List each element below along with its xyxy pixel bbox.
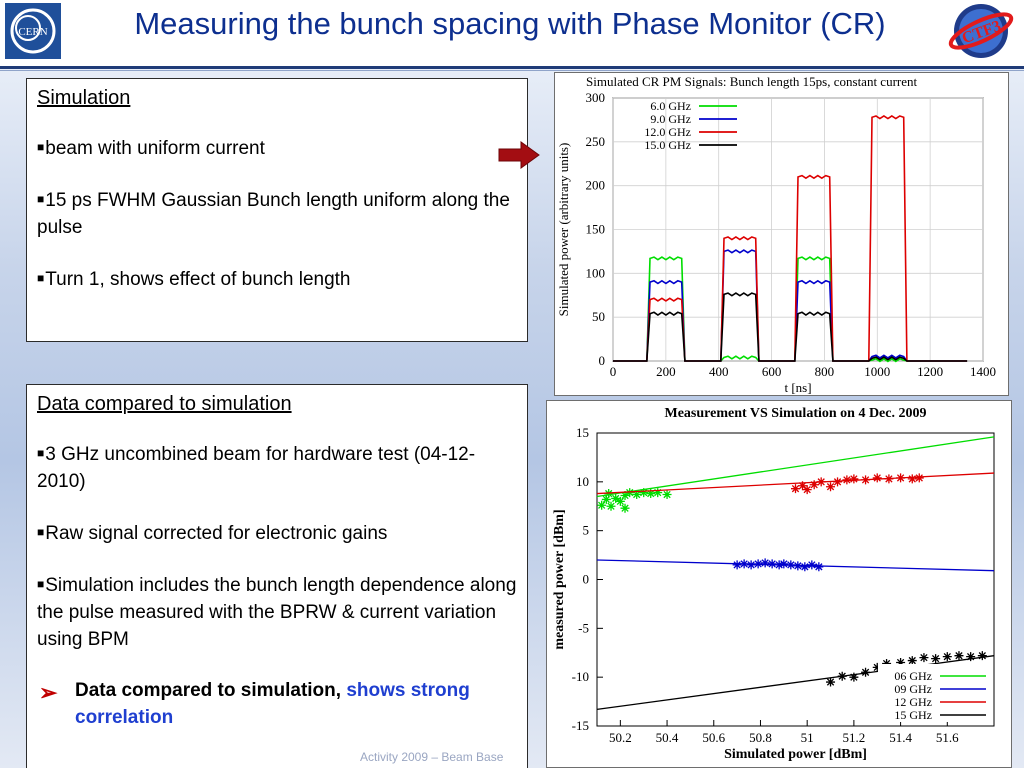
data-point xyxy=(793,561,802,570)
data-point xyxy=(621,504,630,513)
data-point xyxy=(814,562,823,571)
conclusion xyxy=(37,677,517,731)
bullet-square-icon: ■ xyxy=(37,446,45,460)
data-point xyxy=(639,488,648,497)
simulation-bullet xyxy=(37,186,517,241)
y-tick-label: 150 xyxy=(585,221,605,237)
data-point xyxy=(826,482,835,491)
data-point xyxy=(842,475,851,484)
data-comparison-heading: Data compared to simulation xyxy=(37,393,292,415)
conclusion-prefix: Data compared to simulation, xyxy=(75,680,342,701)
legend-label: 9.0 GHz xyxy=(650,112,691,126)
x-tick-label: 50.8 xyxy=(749,730,772,745)
data-point xyxy=(653,488,662,497)
data-point xyxy=(833,477,842,486)
data-point xyxy=(817,477,826,486)
data-point xyxy=(800,562,809,571)
legend-label: 15.0 GHz xyxy=(644,138,691,152)
cern-logo-text: CERN xyxy=(18,26,48,38)
y-tick-label: -15 xyxy=(571,718,589,733)
data-point xyxy=(740,559,749,568)
simulation-bullet xyxy=(37,134,517,162)
legend-label: 12 GHz xyxy=(894,695,932,709)
simulation-bullet xyxy=(37,265,517,293)
legend-label: 09 GHz xyxy=(894,682,932,696)
red-arrow-icon xyxy=(497,140,541,170)
header-divider-thin xyxy=(0,70,1024,71)
data-comparison-box xyxy=(26,384,528,768)
bullet-square-icon: ■ xyxy=(37,577,45,591)
bullet-square-icon: ■ xyxy=(37,271,45,285)
data-point xyxy=(786,560,795,569)
data-point xyxy=(915,473,924,482)
measurement-vs-simulation-plot xyxy=(547,401,1011,767)
data-point xyxy=(807,560,816,569)
bullet-text: Raw signal corrected for electronic gains xyxy=(45,523,388,544)
bullet-text: Turn 1, shows effect of bunch length xyxy=(45,269,351,290)
simulated-signals-chart xyxy=(554,72,1009,396)
x-tick-label: 1000 xyxy=(864,364,891,379)
bullet-text: beam with uniform current xyxy=(45,138,265,159)
legend-label: 6.0 GHz xyxy=(650,99,691,113)
header-divider xyxy=(0,66,1024,69)
x-axis-label: t [ns] xyxy=(784,380,812,395)
y-tick-label: 250 xyxy=(585,133,605,149)
y-tick-label: -5 xyxy=(578,620,589,636)
y-tick-label: 15 xyxy=(576,425,589,440)
data-point xyxy=(616,497,625,506)
conclusion-highlight: shows strong correlation xyxy=(75,680,470,728)
x-tick-label: 400 xyxy=(708,364,729,379)
bullet-square-icon: ■ xyxy=(37,140,45,154)
data-point xyxy=(733,560,742,569)
data-point xyxy=(873,473,882,482)
simulation-heading: Simulation xyxy=(37,87,131,109)
x-tick-label: 800 xyxy=(814,364,835,379)
x-tick-label: 0 xyxy=(609,364,617,379)
legend-label: 06 GHz xyxy=(894,669,932,683)
simulation-box xyxy=(26,78,528,342)
bullet-text: 3 GHz uncombined beam for hardware test (04-12-2010) xyxy=(37,444,476,492)
data-point xyxy=(931,654,940,663)
data-bullet xyxy=(37,440,517,495)
y-tick-label: -10 xyxy=(571,669,589,685)
data-point xyxy=(908,656,917,665)
data-point xyxy=(597,501,606,510)
data-bullet xyxy=(37,571,517,653)
x-axis-label: Simulated power [dBm] xyxy=(724,747,867,762)
data-point xyxy=(849,673,858,682)
y-axis-label: measured power [dBm] xyxy=(552,509,567,650)
x-tick-label: 50.2 xyxy=(608,730,632,745)
y-tick-label: 10 xyxy=(576,473,589,489)
footer-text: Activity 2009 – Beam Base xyxy=(360,750,504,764)
x-tick-label: 50.6 xyxy=(702,730,726,745)
data-point xyxy=(884,474,893,483)
data-point xyxy=(966,652,975,661)
measurement-vs-simulation-chart xyxy=(546,400,1012,768)
data-point xyxy=(943,652,952,661)
slide-title: Measuring the bunch spacing with Phase Monitor (CR) xyxy=(134,6,886,41)
data-point xyxy=(754,559,763,568)
x-tick-label: 200 xyxy=(656,364,676,379)
data-bullet xyxy=(37,519,517,547)
data-point xyxy=(826,678,835,687)
y-tick-label: 200 xyxy=(585,177,605,193)
data-point xyxy=(978,651,987,660)
bullet-text: 15 ps FWHM Gaussian Bunch length uniform along the pulse xyxy=(37,190,510,238)
x-tick-label: 1400 xyxy=(970,364,996,379)
x-tick-label: 51 xyxy=(800,730,814,745)
data-point xyxy=(954,651,963,660)
data-point xyxy=(775,560,784,569)
x-tick-label: 51.4 xyxy=(889,730,912,745)
data-point xyxy=(838,672,847,681)
y-tick-label: 5 xyxy=(582,522,589,538)
y-tick-label: 0 xyxy=(598,353,605,368)
data-point xyxy=(747,560,756,569)
y-tick-label: 100 xyxy=(585,265,605,281)
data-point xyxy=(861,475,870,484)
data-point xyxy=(803,485,812,494)
data-point xyxy=(663,490,672,499)
bullet-square-icon: ■ xyxy=(37,525,45,539)
cern-logo-icon xyxy=(4,2,62,60)
data-point xyxy=(908,474,917,483)
data-point xyxy=(761,558,770,567)
x-tick-label: 50.4 xyxy=(655,730,679,745)
bullet-square-icon: ■ xyxy=(37,192,45,206)
y-tick-label: 50 xyxy=(592,309,605,325)
bullet-text: Simulation includes the bunch length dependence along the pulse measured with the BPRW & current variation using BPM xyxy=(37,575,517,650)
y-axis-label: Simulated power (arbitrary units) xyxy=(556,142,571,317)
ctf3-logo-icon xyxy=(944,0,1018,62)
legend-label: 12.0 GHz xyxy=(644,125,691,139)
chart-title: Simulated CR PM Signals: Bunch length 15ps, constant current xyxy=(586,74,918,89)
data-point xyxy=(861,668,870,677)
simulated-signals-plot xyxy=(555,73,1008,395)
data-point xyxy=(919,653,928,662)
chart-title: Measurement VS Simulation on 4 Dec. 2009 xyxy=(664,406,927,421)
data-point xyxy=(896,473,905,482)
y-tick-label: 0 xyxy=(582,571,589,587)
x-tick-label: 600 xyxy=(761,364,782,379)
data-point xyxy=(607,502,616,511)
ctf3-logo-text: CTF3 xyxy=(959,17,1004,48)
arrow-bullet-icon: ➢ xyxy=(39,680,58,705)
x-tick-label: 1200 xyxy=(917,364,944,379)
legend-label: 15 GHz xyxy=(894,708,932,722)
x-tick-label: 51.6 xyxy=(935,730,959,745)
y-tick-label: 300 xyxy=(585,90,605,105)
data-point xyxy=(768,559,777,568)
x-tick-label: 51.2 xyxy=(842,730,866,745)
data-point xyxy=(849,474,858,483)
